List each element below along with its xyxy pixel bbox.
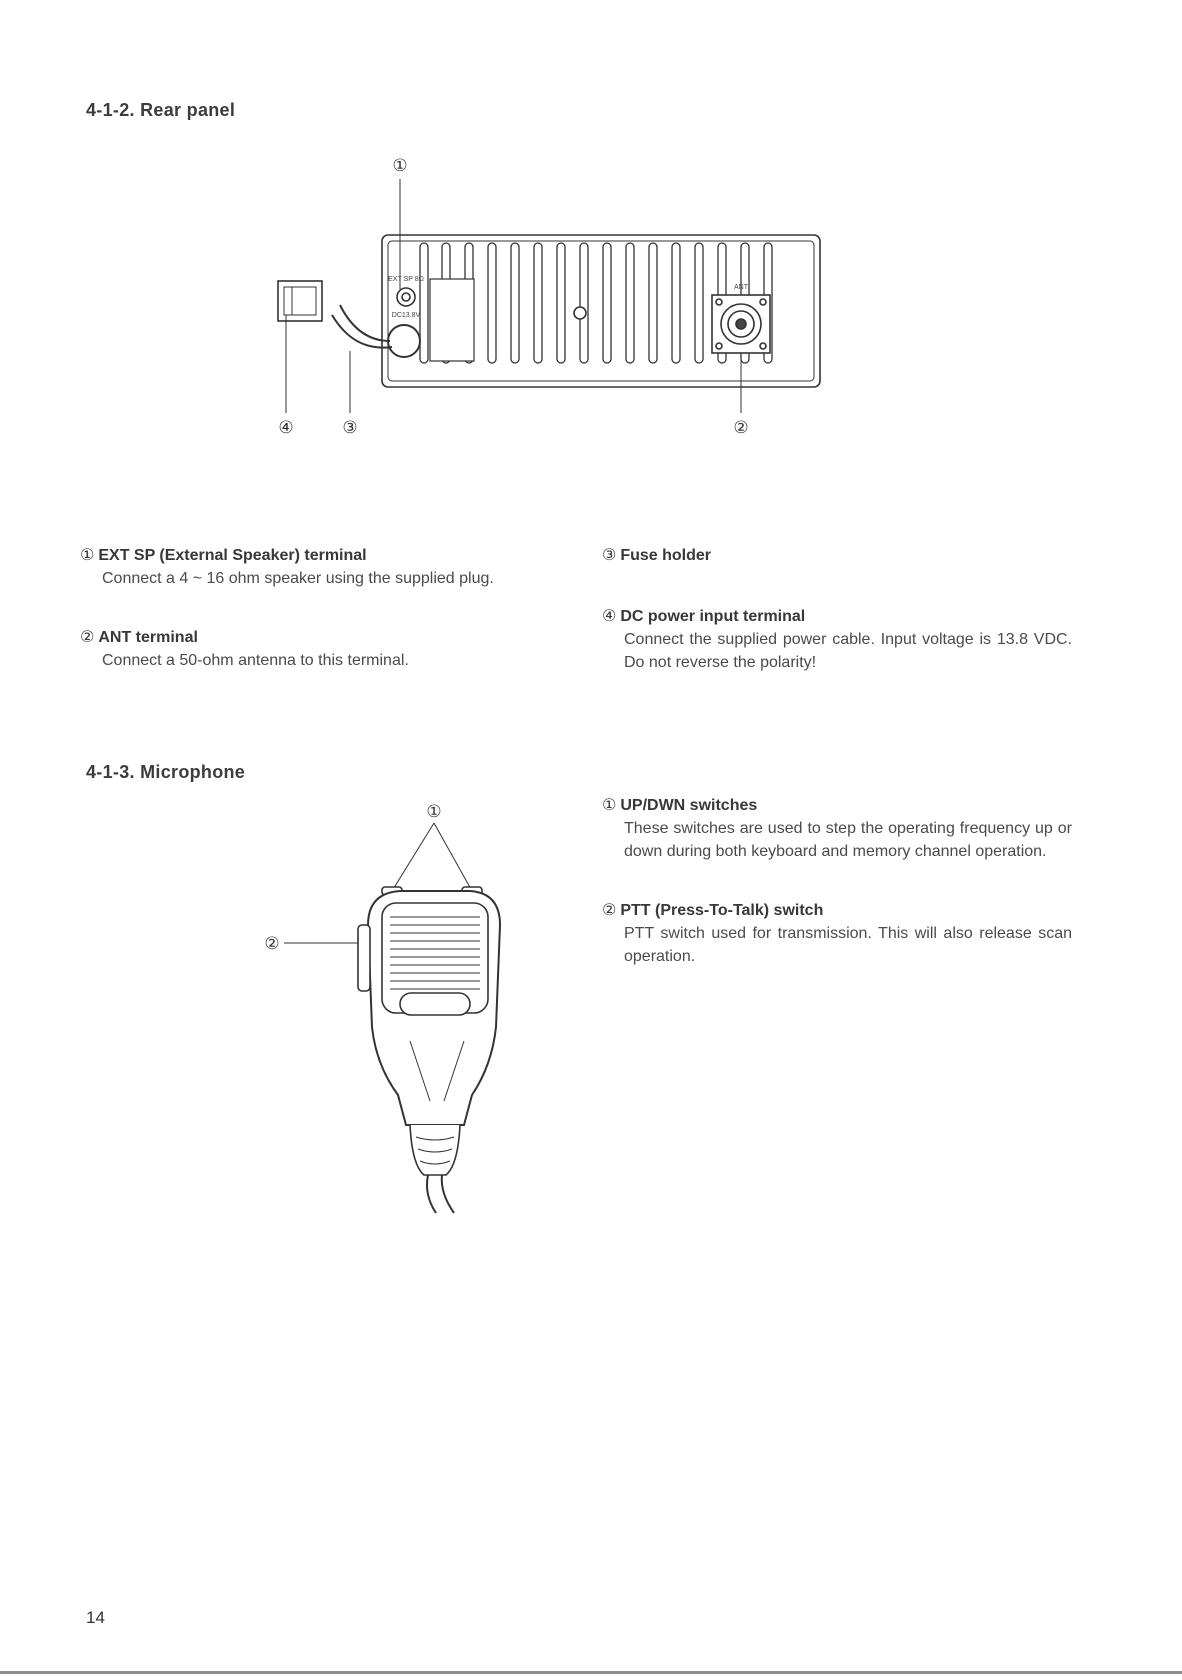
rear-item-1-title: ① EXT SP (External Speaker) terminal [80,545,367,564]
microphone-heading: 4-1-3. Microphone [86,762,246,782]
rear-item-1 [80,543,554,590]
dc-label: DC13.8V [391,312,421,319]
mic-callout-2: ② [264,934,280,954]
rear-callout-3: ③ [342,418,358,438]
rear-item-2 [80,625,554,672]
mic-item-1 [602,793,1072,863]
mic-item-1-title: ① UP/DWN switches [602,795,758,814]
rear-callout-4: ④ [278,418,294,438]
microphone-figure [260,795,520,1215]
rear-callout-2: ② [733,418,749,438]
mic-item-2-desc: PTT switch used for transmission. This will also release scan operation. [624,925,1072,965]
rear-item-3-title: ③ Fuse holder [602,545,712,564]
bottom-rule [0,1671,1182,1674]
rear-item-1-desc: Connect a 4 ~ 16 ohm speaker using the supplied plug. [102,570,494,587]
rear-item-2-desc: Connect a 50-ohm antenna to this terminal. [102,652,409,669]
mic-item-2-title: ② PTT (Press-To-Talk) switch [602,900,824,919]
rear-panel-figure [270,155,870,475]
mic-item-2 [602,898,1072,968]
rear-item-2-title: ② ANT terminal [80,627,198,646]
page-number: 14 [86,1608,105,1627]
rear-callout-1: ① [392,156,408,176]
rear-item-4-title: ④ DC power input terminal [602,606,806,625]
ant-label: ANT [734,284,748,291]
rear-item-3 [602,543,1072,567]
rear-item-4 [602,604,1072,674]
rear-panel-heading: 4-1-2. Rear panel [86,100,236,120]
rear-item-4-desc: Connect the supplied power cable. Input voltage is 13.8 VDC. Do not reverse the polarity! [624,631,1072,671]
mic-callout-1: ① [426,802,442,822]
ext-sp-label: EXT SP 8Ω [388,276,424,283]
mic-item-1-desc: These switches are used to step the operating frequency up or down during both keyboard and memory channel operation. [624,820,1072,860]
